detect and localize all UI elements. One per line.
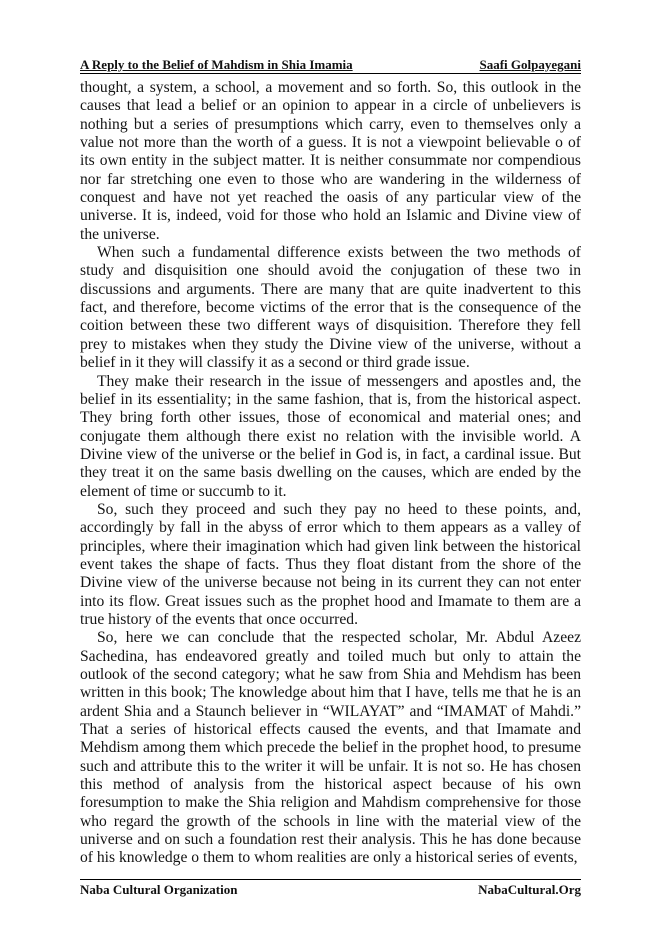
paragraph-1: thought, a system, a school, a movement and so forth. So, this outlook in the causes that lead a belief or an opinion to appear in a circle of unbelievers is nothing but a series of presumptions which carry, even to themselves only a value not more than the worth of a guess. It is not a viewpoint believable o of its own entity in the subject matter. It is neither consummate nor compendious nor far stretching one even to those who are wandering in the wilderness of conquest and have not yet reached the oasis of any particular view of the universe. It is, indeed, void for those who hold an Islamic and Divine view of the universe. [80,79,581,243]
paragraph-4: So, such they proceed and such they pay no heed to these points, and, accordingly by fall in the abyss of error which to them appears as a valley of principles, where their imagination which had given link between the historical event takes the shape of facts. Thus they float distant from the shore of the Divine view of the universe because not being in its current they can not enter into its flow. Great issues such as the prophet hood and Imamate to them are a true history of the events that once occurred. [80,500,581,628]
paragraph-5: So, here we can conclude that the respected scholar, Mr. Abdul Azeez Sachedina, has endeavored greatly and toiled much but only to attain the outlook of the second category; what he saw from Shia and Mehdism has been written in this book; The knowledge about him that I have, tells me that he is an ardent Shia and a Staunch believer in “WILAYAT” and “IMAMAT of Mahdi.” That a series of historical effects caused the events, and that Imamate and Mehdism among them which precede the belief in the prophet hood, to presume such and attribute this to the writer it will be unfair. It is not so. He has chosen this method of analysis from the historical aspect because of his own foresumption to make the Shia religion and Mahdism comprehensive for those who regard the growth of the schools in line with the material view of the universe and on such a foundation rest their analysis. This he has done because of his knowledge o them to whom realities are only a historical series of events, [80,629,581,867]
running-footer [80,879,581,900]
header-author: Saafi Golpayegani [479,57,581,72]
running-header [80,57,581,74]
paragraph-3: They make their research in the issue of messengers and apostles and, the belief in its essentiality; in the same fashion, that is, from the historical aspect. They bring forth other issues, those of economical and material ones; and conjugate them although there exist no relation with the invisible world. A Divine view of the universe or the belief in God is, in fact, a cardinal issue. But they treat it on the same basis dwelling on the causes, which are ended by the element of time or succumb to it. [80,372,581,500]
header-book-title: A Reply to the Belief of Mahdism in Shia Imamia [80,57,353,72]
body-text [80,79,581,868]
paragraph-2: When such a fundamental difference exists between the two methods of study and disquisition one should avoid the conjugation of these two in discussions and arguments. There are many that are quite inadvertent to this fact, and therefore, become victims of the error that is the consequence of the coition between these two different ways of disquisition. Therefore they fell prey to mistakes when they study the Divine view of the universe, without a belief in it they will classify it as a second or third grade issue. [80,244,581,372]
footer-website: NabaCultural.Org [478,882,581,897]
footer-organization: Naba Cultural Organization [80,882,238,897]
